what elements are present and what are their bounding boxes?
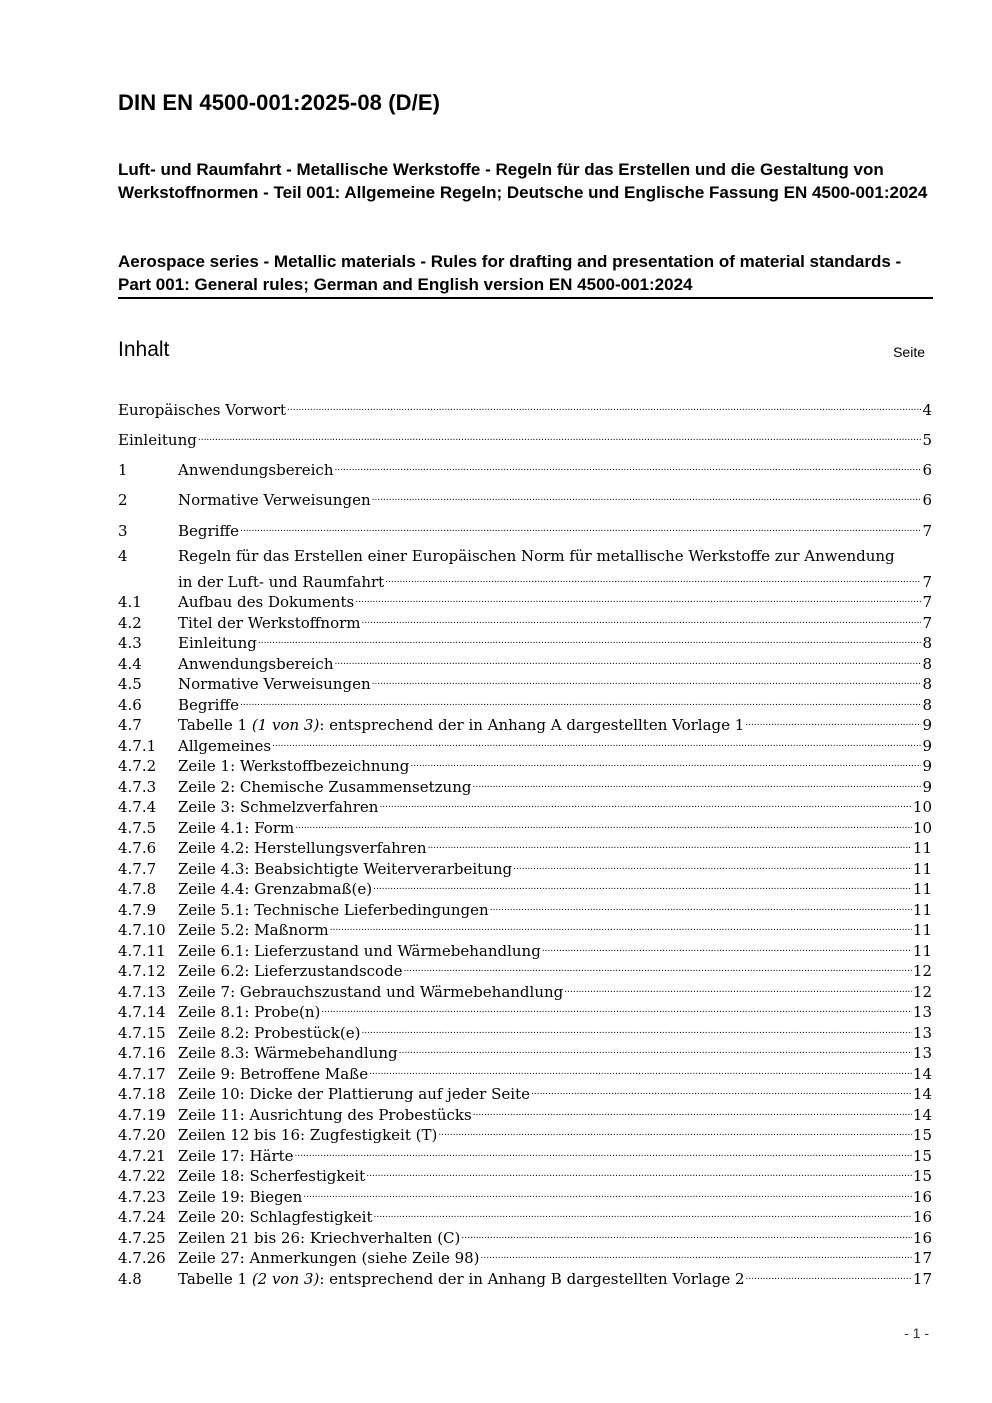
toc-entry-title: Zeilen 21 bis 26: Kriechverhalten (C) (178, 1229, 461, 1247)
toc-entry-number: 4.3 (118, 634, 142, 652)
title-english: Aerospace series - Metallic materials - Rules for drafting and presentation of material standards - Part 001: General rules; German and English version EN 4500-001:2024 (118, 251, 933, 299)
toc-entry-title: Zeile 7: Gebrauchszustand und Wärmebehandlung (178, 983, 564, 1001)
toc-entry[interactable] (118, 1079, 932, 1103)
toc-dot-leader (428, 833, 912, 853)
toc-entry-title: Zeile 4.2: Herstellungsverfahren (178, 839, 427, 857)
toc-dot-leader (272, 731, 921, 751)
toc-entry-title: Zeile 10: Dicke der Plattierung auf jeder Seite (178, 1085, 530, 1103)
toc-entry-page: 8 (922, 696, 932, 714)
document-id: DIN EN 4500-001:2025-08 (D/E) (118, 90, 441, 115)
toc-entry-title: Zeile 17: Härte (178, 1147, 294, 1165)
toc-dot-leader (287, 395, 921, 415)
toc-entry-number: 4.7.22 (118, 1167, 166, 1185)
toc-entry-page: 11 (912, 921, 932, 939)
page-number: - 1 - (904, 1325, 929, 1341)
toc-entry-number: 4.1 (118, 593, 142, 611)
toc-entry-title: Zeile 3: Schmelzverfahren (178, 798, 379, 816)
toc-entry-page: 15 (912, 1167, 932, 1185)
toc-entry[interactable] (118, 997, 932, 1021)
toc-entry-number: 4.7.20 (118, 1126, 166, 1144)
toc-entry-title-line1: Regeln für das Erstellen einer Europäischen Norm für metallische Werkstoffe zur Anwendung (178, 547, 895, 565)
toc-dot-leader (295, 813, 912, 833)
toc-entry[interactable] (118, 1059, 932, 1083)
toc-entry[interactable] (118, 1243, 932, 1267)
toc-entry-title: Zeile 5.1: Technische Lieferbedingungen (178, 901, 489, 919)
toc-entry-title: Normative Verweisungen (178, 491, 371, 509)
toc-dot-leader (330, 915, 912, 935)
toc-entry[interactable] (118, 395, 932, 419)
toc-dot-leader (481, 1243, 912, 1263)
toc-entry-title-post: : entsprechend der in Anhang B dargestellten Vorlage 2 (319, 1270, 745, 1288)
toc-dot-leader (355, 587, 921, 607)
toc-entry[interactable] (118, 792, 932, 816)
toc-entry-title: Anwendungsbereich (178, 461, 334, 479)
toc-entry-page: 8 (922, 655, 932, 673)
toc-entry-title: Zeile 6.2: Lieferzustandscode (178, 962, 403, 980)
toc-entry-title-pre: Tabelle 1 (178, 716, 252, 734)
toc-entry-title: Zeile 20: Schlagfestigkeit (178, 1208, 373, 1226)
toc-dot-leader (746, 1264, 912, 1284)
toc-entry-number: 4.7.23 (118, 1188, 166, 1206)
toc-entry-number: 4.7.2 (118, 757, 157, 775)
toc-entry-number: 4.7.10 (118, 921, 166, 939)
toc-dot-leader (198, 425, 922, 445)
toc-entry-page: 16 (912, 1188, 932, 1206)
toc-entry-title: Titel der Werkstoffnorm (178, 614, 361, 632)
toc-entry-title-italic: (1 von 3) (251, 716, 320, 734)
toc-dot-leader (295, 1141, 912, 1161)
toc-entry-page: 7 (922, 573, 932, 591)
toc-entry-number: 4.6 (118, 696, 142, 714)
toc-entry[interactable] (118, 455, 932, 479)
toc-dot-leader (334, 649, 921, 669)
toc-entry-page: 9 (922, 737, 932, 755)
toc-dot-leader (372, 669, 922, 689)
toc-dot-leader (369, 1059, 912, 1079)
toc-entry-title: Zeile 4.1: Form (178, 819, 295, 837)
toc-entry-page: 14 (912, 1085, 932, 1103)
toc-entry-number: 4.7.26 (118, 1249, 166, 1267)
toc-heading: Inhalt (118, 338, 170, 361)
toc-dot-leader (373, 874, 912, 894)
toc-entry[interactable] (118, 833, 932, 857)
toc-entry-title: Zeile 18: Scherfestigkeit (178, 1167, 366, 1185)
toc-entry-number: 4.7.16 (118, 1044, 166, 1062)
toc-entry[interactable] (118, 813, 932, 837)
toc-entry-title: Aufbau des Dokuments (178, 593, 355, 611)
toc-entry[interactable] (118, 1141, 932, 1165)
toc-entry-number: 4.7.25 (118, 1229, 166, 1247)
toc-dot-leader (564, 977, 912, 997)
toc-entry[interactable] (118, 895, 932, 919)
toc-entry-page: 15 (912, 1126, 932, 1144)
toc-entry[interactable] (118, 669, 932, 693)
toc-dot-leader (373, 1202, 911, 1222)
toc-entry-number: 4.7.14 (118, 1003, 166, 1021)
toc-entry-number: 4.7.19 (118, 1106, 166, 1124)
toc-dot-leader (366, 1161, 912, 1181)
toc-entry-title: Zeile 8.3: Wärmebehandlung (178, 1044, 398, 1062)
toc-entry-title: Begriffe (178, 696, 240, 714)
toc-entry[interactable] (118, 516, 932, 540)
toc-entry[interactable] (118, 977, 932, 1001)
toc-dot-leader (379, 792, 911, 812)
toc-entry-page: 12 (912, 983, 932, 1001)
toc-entry-page: 8 (922, 675, 932, 693)
toc-entry-title: Anwendungsbereich (178, 655, 334, 673)
toc-entry-page: 13 (912, 1044, 932, 1062)
toc-entry-title: Zeile 5.2: Maßnorm (178, 921, 329, 939)
toc-entry-number: 4.7.12 (118, 962, 166, 980)
toc-entry-page: 7 (922, 593, 932, 611)
toc-entry-number: 4.8 (118, 1270, 142, 1288)
toc-dot-leader (240, 690, 921, 710)
toc-entry-page: 4 (922, 401, 932, 419)
toc-entry[interactable] (118, 936, 932, 960)
toc-entry-number: 3 (118, 522, 128, 540)
toc-entry-title: Zeile 1: Werkstoffbezeichnung (178, 757, 410, 775)
toc-entry-number: 4.7.24 (118, 1208, 166, 1226)
toc-entry[interactable] (118, 690, 932, 714)
toc-entry-page: 7 (922, 522, 932, 540)
toc-entry-number: 4.4 (118, 655, 142, 673)
toc-entry[interactable] (118, 546, 932, 566)
toc-entry[interactable] (118, 751, 932, 775)
toc-entry-title: Zeile 9: Betroffene Maße (178, 1065, 369, 1083)
toc-entry-page: 11 (912, 942, 932, 960)
toc-entry-number: 4.7 (118, 716, 142, 734)
toc-entry[interactable] (118, 915, 932, 939)
toc-dot-leader (438, 1120, 912, 1140)
toc-dot-leader (334, 455, 921, 475)
toc-entry-number: 4.7.5 (118, 819, 157, 837)
toc-entry-page: 17 (912, 1270, 932, 1288)
toc-entry-number: 4.7.18 (118, 1085, 166, 1103)
toc-entry[interactable] (118, 649, 932, 673)
toc-dot-leader (362, 608, 922, 628)
toc-entry-number: 4.7.1 (118, 737, 157, 755)
toc-entry-title: Begriffe (178, 522, 240, 540)
toc-entry-title-post: : entsprechend der in Anhang A dargestellten Vorlage 1 (319, 716, 745, 734)
toc-dot-leader (303, 1182, 912, 1202)
toc-dot-leader (745, 710, 921, 730)
toc-entry-title-line2: in der Luft- und Raumfahrt (178, 573, 385, 591)
toc-entry[interactable] (118, 1120, 932, 1144)
toc-dot-leader (473, 1100, 912, 1120)
toc-entry-number: 4.7.8 (118, 880, 157, 898)
toc-entry-number: 4 (118, 547, 128, 565)
toc-entry-page: 14 (912, 1065, 932, 1083)
toc-entry-page: 6 (922, 461, 932, 479)
toc-entry-number: 4.7.21 (118, 1147, 166, 1165)
toc-entry[interactable] (118, 772, 932, 796)
toc-dot-leader (461, 1223, 912, 1243)
toc-dot-leader (531, 1079, 912, 1099)
toc-dot-leader (490, 895, 912, 915)
toc-entry-page: 16 (912, 1208, 932, 1226)
toc-entry[interactable] (118, 1202, 932, 1226)
toc-entry[interactable] (118, 1100, 932, 1124)
toc-entry-page: 9 (922, 757, 932, 775)
toc-entry-title: Zeile 11: Ausrichtung des Probestücks (178, 1106, 472, 1124)
toc-entry-page: 11 (912, 839, 932, 857)
toc-entry-title: Zeilen 12 bis 16: Zugfestigkeit (T) (178, 1126, 438, 1144)
toc-dot-leader (399, 1038, 912, 1058)
toc-entry-page: 8 (922, 634, 932, 652)
toc-entry-title: Zeile 4.4: Grenzabmaß(e) (178, 880, 373, 898)
toc-dot-leader (410, 751, 921, 771)
toc-entry-number: 4.2 (118, 614, 142, 632)
toc-entry-title: Zeile 19: Biegen (178, 1188, 303, 1206)
toc-entry-number: 4.7.4 (118, 798, 157, 816)
toc-entry[interactable] (118, 1018, 932, 1042)
toc-entry-page: 11 (912, 860, 932, 878)
toc-entry-page: 16 (912, 1229, 932, 1247)
toc-entry[interactable] (118, 608, 932, 632)
toc-entry[interactable] (118, 1264, 932, 1288)
toc-page-label: Seite (893, 344, 925, 360)
toc-entry-page: 11 (912, 880, 932, 898)
toc-entry-page: 17 (912, 1249, 932, 1267)
toc-dot-leader (321, 997, 912, 1017)
toc-entry-page: 10 (912, 798, 932, 816)
toc-entry-number: 1 (118, 461, 128, 479)
toc-entry[interactable] (118, 731, 932, 755)
toc-entry-page: 15 (912, 1147, 932, 1165)
toc-entry[interactable] (118, 1223, 932, 1247)
toc-entry-title: Zeile 6.1: Lieferzustand und Wärmebehandlung (178, 942, 541, 960)
toc-entry-page: 9 (922, 716, 932, 734)
toc-entry-continuation[interactable] (118, 567, 932, 591)
toc-entry[interactable] (118, 425, 932, 449)
toc-entry-title-pre: Tabelle 1 (178, 1270, 252, 1288)
toc-entry-title-italic: (2 von 3) (251, 1270, 320, 1288)
toc-entry[interactable] (118, 874, 932, 898)
toc-entry[interactable] (118, 485, 932, 509)
toc-entry[interactable] (118, 1182, 932, 1206)
toc-entry-title (178, 1269, 745, 1289)
toc-entry-number: 4.7.3 (118, 778, 157, 796)
toc-dot-leader (372, 485, 922, 505)
toc-dot-leader (240, 516, 921, 536)
toc-dot-leader (361, 1018, 911, 1038)
toc-entry-title: Normative Verweisungen (178, 675, 371, 693)
toc-dot-leader (513, 854, 912, 874)
toc-entry-number: 4.7.15 (118, 1024, 166, 1042)
toc-entry-title: Europäisches Vorwort (118, 401, 286, 419)
toc-entry-number: 2 (118, 491, 128, 509)
toc-entry-number: 4.7.11 (118, 942, 166, 960)
toc-entry-title: Allgemeines (178, 737, 272, 755)
toc-entry-page: 12 (912, 962, 932, 980)
toc-entry-title: Zeile 4.3: Beabsichtigte Weiterverarbeitung (178, 860, 513, 878)
toc-entry-page: 13 (912, 1003, 932, 1021)
toc-entry-page: 13 (912, 1024, 932, 1042)
title-german: Luft- und Raumfahrt - Metallische Werkstoffe - Regeln für das Erstellen und die Gestaltung von Werkstoffnormen - Teil 001: Allgemeine Regeln; Deutsche und Englische Fassung EN 4500-001:2024 (118, 160, 928, 202)
toc-entry[interactable] (118, 854, 932, 878)
toc-entry-title: Zeile 8.2: Probestück(e) (178, 1024, 361, 1042)
toc-dot-leader (404, 956, 912, 976)
toc-entry-number: 4.7.7 (118, 860, 157, 878)
toc-entry[interactable] (118, 1038, 932, 1062)
toc-entry[interactable] (118, 587, 932, 611)
toc-entry-number: 4.7.9 (118, 901, 157, 919)
toc-entry-number: 4.5 (118, 675, 142, 693)
toc-entry-page: 11 (912, 901, 932, 919)
toc-entry-page: 14 (912, 1106, 932, 1124)
toc-entry-page: 6 (922, 491, 932, 509)
toc-entry-title: Zeile 2: Chemische Zusammensetzung (178, 778, 472, 796)
toc-entry[interactable] (118, 628, 932, 652)
toc-dot-leader (472, 772, 921, 792)
toc-entry[interactable] (118, 956, 932, 980)
toc-entry-page: 9 (922, 778, 932, 796)
toc-dot-leader (542, 936, 912, 956)
toc-entry-page: 7 (922, 614, 932, 632)
toc-entry-number: 4.7.17 (118, 1065, 166, 1083)
toc-entry-number: 4.7.13 (118, 983, 166, 1001)
toc-entry[interactable] (118, 1161, 932, 1185)
toc-entry-page: 5 (922, 431, 932, 449)
toc-entry-title: Zeile 27: Anmerkungen (siehe Zeile 98) (178, 1249, 480, 1267)
toc-entry-number: 4.7.6 (118, 839, 157, 857)
toc-entry-title: Einleitung (118, 431, 197, 449)
toc-entry[interactable] (118, 710, 932, 734)
toc-dot-leader (385, 567, 921, 587)
toc-entry-title: Einleitung (178, 634, 257, 652)
toc-entry-page: 10 (912, 819, 932, 837)
toc-dot-leader (258, 628, 922, 648)
toc-entry-title: Zeile 8.1: Probe(n) (178, 1003, 321, 1021)
